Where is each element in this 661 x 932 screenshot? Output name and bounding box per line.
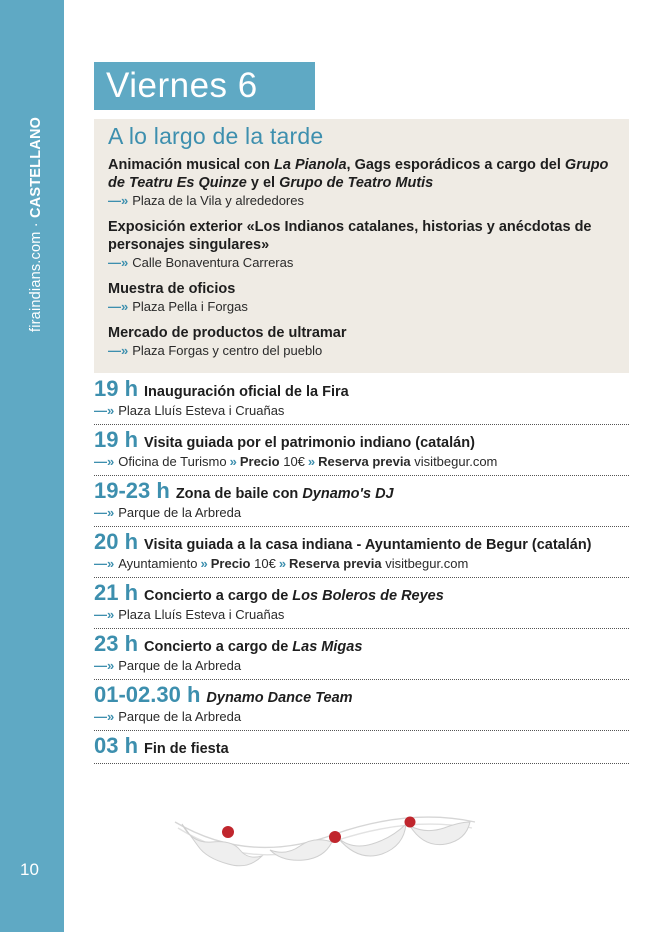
booking-label: Reserva previa xyxy=(289,556,382,571)
schedule-list xyxy=(94,376,629,769)
schedule-item-heading: 23 h Concierto a cargo de Las Migas xyxy=(94,631,363,656)
schedule-item xyxy=(94,631,629,680)
schedule-item xyxy=(94,478,629,527)
activity-title: Animación musical con La Pianola, Gags esporádicos a cargo del Grupo de Teatru Es Quinze y el Grupo de Teatro Mutis xyxy=(108,157,609,191)
afternoon-activity xyxy=(108,156,615,210)
schedule-time: 20 h xyxy=(94,529,139,554)
double-chevron-arrow-icon: —» xyxy=(94,709,115,724)
page-number: 10 xyxy=(20,860,39,879)
afternoon-activity xyxy=(108,218,615,272)
sidebar-dot: · xyxy=(28,217,44,232)
schedule-item-heading: 03 h Fin de fiesta xyxy=(94,733,229,758)
activity-place: —» Calle Bonaventura Carreras xyxy=(108,255,294,270)
activity-place: —» Plaza de la Vila y alrededores xyxy=(108,193,304,208)
schedule-item xyxy=(94,580,629,629)
bead xyxy=(405,817,416,828)
double-chevron-arrow-icon: —» xyxy=(94,403,115,418)
schedule-item xyxy=(94,529,629,578)
schedule-item xyxy=(94,682,629,731)
schedule-item-heading: 01-02.30 h Dynamo Dance Team xyxy=(94,682,353,707)
schedule-time: 01-02.30 h xyxy=(94,682,201,707)
schedule-item-heading: 20 h Visita guiada a la casa indiana - Ayuntamiento de Begur (catalán) xyxy=(94,529,592,554)
schedule-item xyxy=(94,427,629,476)
day-title-box xyxy=(94,62,315,110)
double-chevron-arrow-icon: —» xyxy=(94,658,115,673)
activity-title: Exposición exterior «Los Indianos catalanes, historias y anécdotas de personajes singulares» xyxy=(108,219,592,253)
double-chevron-arrow-icon: —» xyxy=(94,454,115,469)
double-chevron-arrow-icon: —» xyxy=(108,299,129,314)
schedule-item xyxy=(94,733,629,764)
booking-label: Reserva previa xyxy=(318,454,411,469)
double-chevron-arrow-icon: —» xyxy=(108,343,129,358)
price-label: Precio xyxy=(239,454,280,469)
booking-site: visitbegur.com xyxy=(385,556,469,571)
afternoon-activity xyxy=(108,324,615,360)
schedule-time: 19-23 h xyxy=(94,478,170,503)
schedule-place: —» Plaza Lluís Esteva i Cruañas xyxy=(94,607,285,622)
price-value: 10€ xyxy=(283,454,305,469)
afternoon-heading: A lo largo de la tarde xyxy=(108,123,324,149)
double-chevron-arrow-icon: —» xyxy=(94,556,115,571)
schedule-place: —» Parque de la Arbreda xyxy=(94,505,242,520)
price-label: Precio xyxy=(210,556,251,571)
booking-site: visitbegur.com xyxy=(414,454,498,469)
schedule-time: 21 h xyxy=(94,580,139,605)
schedule-time: 23 h xyxy=(94,631,139,656)
schedule-place: —» Parque de la Arbreda xyxy=(94,658,242,673)
schedule-time: 03 h xyxy=(94,733,139,758)
schedule-item-heading: 19 h Inauguración oficial de la Fira xyxy=(94,376,349,401)
activity-title: Mercado de productos de ultramar xyxy=(108,325,347,341)
double-chevron-arrow-icon: —» xyxy=(108,255,129,270)
separator-icon: » xyxy=(229,454,237,469)
afternoon-panel xyxy=(94,119,629,373)
schedule-item-heading: 19 h Visita guiada por el patrimonio indiano (catalán) xyxy=(94,427,475,452)
bead xyxy=(329,831,341,843)
price-value: 10€ xyxy=(254,556,276,571)
side-band xyxy=(0,0,64,932)
schedule-place: —» Plaza Lluís Esteva i Cruañas xyxy=(94,403,285,418)
schedule-place: —» Ayuntamiento » Precio 10€ » Reserva previa visitbegur.com xyxy=(94,556,469,571)
double-chevron-arrow-icon: —» xyxy=(94,505,115,520)
afternoon-activity xyxy=(108,280,615,316)
lace-garland-icon xyxy=(170,808,480,878)
activity-place: —» Plaza Pella i Forgas xyxy=(108,299,248,314)
schedule-time: 19 h xyxy=(94,427,139,452)
bead xyxy=(222,826,234,838)
separator-icon: » xyxy=(278,556,287,571)
activity-place: —» Plaza Forgas y centro del pueblo xyxy=(108,343,323,358)
schedule-item-heading: 21 h Concierto a cargo de Los Boleros de Reyes xyxy=(94,580,444,605)
schedule-item xyxy=(94,376,629,425)
double-chevron-arrow-icon: —» xyxy=(108,193,129,208)
double-chevron-arrow-icon: —» xyxy=(94,607,115,622)
day-title: Viernes 6 xyxy=(106,66,258,105)
schedule-time: 19 h xyxy=(94,376,139,401)
activity-title: Muestra de oficios xyxy=(108,281,236,297)
sidebar-site: firaindians.com xyxy=(28,231,44,332)
schedule-item-heading: 19-23 h Zona de baile con Dynamo's DJ xyxy=(94,478,394,503)
sidebar-site-language xyxy=(28,117,44,332)
schedule-place: —» Oficina de Turismo » Precio 10€ » Reserva previa visitbegur.com xyxy=(94,454,498,469)
separator-icon: » xyxy=(307,454,316,469)
separator-icon: » xyxy=(200,556,208,571)
sidebar-language: CASTELLANO xyxy=(28,116,44,218)
schedule-place: —» Parque de la Arbreda xyxy=(94,709,242,724)
